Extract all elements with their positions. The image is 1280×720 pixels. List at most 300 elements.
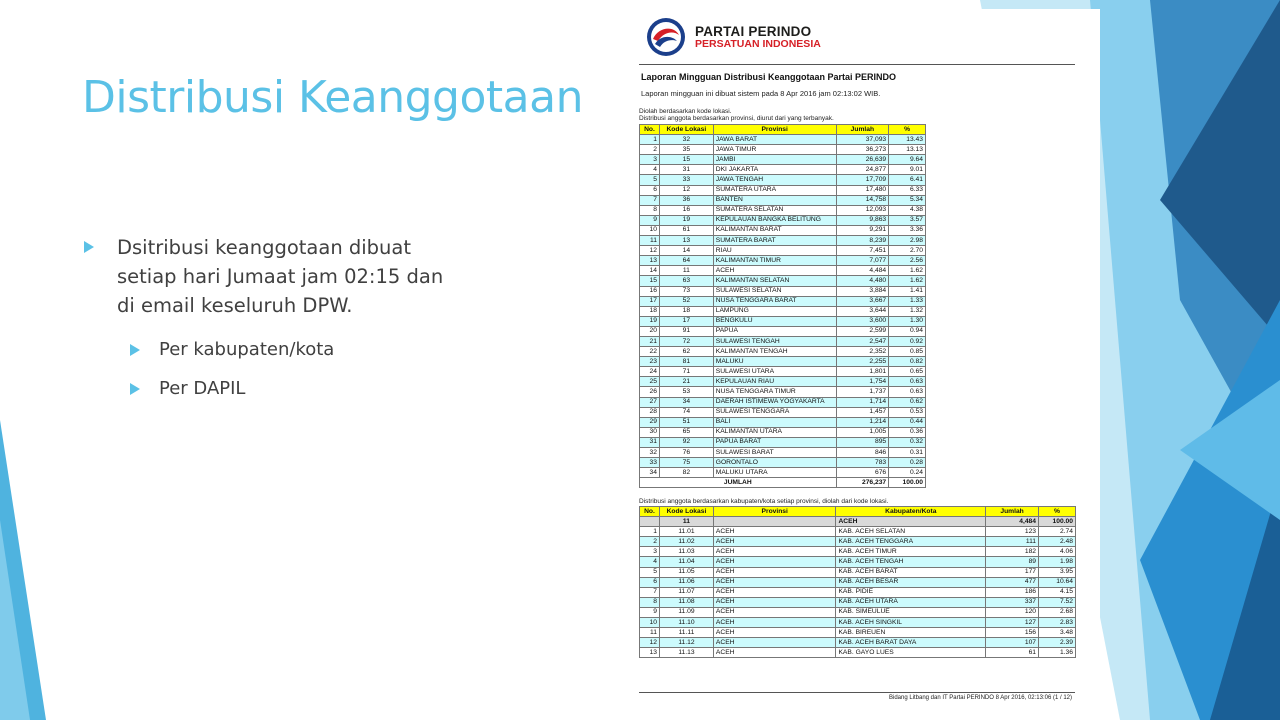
table-row bbox=[640, 618, 1076, 628]
perindo-logo-icon bbox=[646, 17, 686, 57]
table-cell: 8,239 bbox=[836, 236, 889, 246]
table-cell: 2.56 bbox=[889, 256, 926, 266]
bullet-list bbox=[82, 233, 462, 401]
table-cell: 2.48 bbox=[1039, 537, 1076, 547]
table-cell: ACEH bbox=[713, 618, 836, 628]
group-code: 11 bbox=[659, 517, 713, 527]
table-cell: 29 bbox=[640, 417, 660, 427]
table-cell: 0.94 bbox=[889, 326, 926, 336]
total-value: 276,237 bbox=[836, 478, 889, 488]
table-cell: 4,484 bbox=[836, 266, 889, 276]
note-kabupaten: Distribusi anggota berdasarkan kabupaten/kota setiap provinsi, diolah dari kode lokasi. bbox=[639, 498, 889, 505]
table-cell: 13 bbox=[640, 256, 660, 266]
table-row bbox=[640, 296, 926, 306]
table-cell: 0.62 bbox=[889, 397, 926, 407]
table-cell: 33 bbox=[659, 175, 713, 185]
table-cell: 1,457 bbox=[836, 407, 889, 417]
table-cell: 26 bbox=[640, 387, 660, 397]
footer-rule bbox=[639, 692, 1075, 693]
table-cell: ACEH bbox=[713, 527, 836, 537]
table-row bbox=[640, 256, 926, 266]
table-cell: NUSA TENGGARA BARAT bbox=[713, 296, 836, 306]
table-row bbox=[640, 537, 1076, 547]
table-cell: KAB. ACEH SINGKIL bbox=[836, 618, 986, 628]
table-cell: 24,877 bbox=[836, 165, 889, 175]
table-cell: 123 bbox=[986, 527, 1039, 537]
table-cell: 127 bbox=[986, 618, 1039, 628]
logo-subtitle: PERSATUAN INDONESIA bbox=[695, 38, 821, 50]
table-cell: 11.06 bbox=[659, 577, 713, 587]
table-row bbox=[640, 236, 926, 246]
table-cell: ACEH bbox=[713, 638, 836, 648]
group-name: ACEH bbox=[836, 517, 986, 527]
table-cell: BENGKULU bbox=[713, 316, 836, 326]
table-cell: ACEH bbox=[713, 537, 836, 547]
bullet-item-schedule bbox=[82, 233, 462, 320]
table-cell: 13 bbox=[659, 236, 713, 246]
table-cell: 11.05 bbox=[659, 567, 713, 577]
table-cell: KAB. ACEH TIMUR bbox=[836, 547, 986, 557]
table-row bbox=[640, 246, 926, 256]
table-row bbox=[640, 276, 926, 286]
table-cell: 9 bbox=[640, 215, 660, 225]
table-row bbox=[640, 225, 926, 235]
table-row bbox=[640, 387, 926, 397]
table-cell: 12 bbox=[640, 246, 660, 256]
table-cell: JAWA BARAT bbox=[713, 135, 836, 145]
table-cell: 2.68 bbox=[1039, 607, 1076, 617]
table-cell: 107 bbox=[986, 638, 1039, 648]
table-row bbox=[640, 527, 1076, 537]
table-cell: 33 bbox=[640, 458, 660, 468]
sub-bullet-dapil bbox=[124, 377, 462, 401]
table-cell: 10 bbox=[640, 225, 660, 235]
table-cell: 783 bbox=[836, 458, 889, 468]
table-cell: 1,214 bbox=[836, 417, 889, 427]
table-cell: 7 bbox=[640, 195, 660, 205]
table-cell: 36 bbox=[659, 195, 713, 205]
table-cell: BALI bbox=[713, 417, 836, 427]
report-subtitle: Laporan mingguan ini dibuat sistem pada 8 Apr 2016 jam 02:13:02 WIB. bbox=[641, 89, 881, 98]
column-header: Provinsi bbox=[713, 507, 836, 517]
table-cell: KALIMANTAN BARAT bbox=[713, 225, 836, 235]
table-cell: JAWA TENGAH bbox=[713, 175, 836, 185]
table-cell: 0.44 bbox=[889, 417, 926, 427]
table-cell: 4 bbox=[640, 165, 660, 175]
table-cell: 17,709 bbox=[836, 175, 889, 185]
table-cell: 3.48 bbox=[1039, 628, 1076, 638]
table-cell: NUSA TENGGARA TIMUR bbox=[713, 387, 836, 397]
table-cell: KALIMANTAN TENGAH bbox=[713, 347, 836, 357]
table-cell: 0.53 bbox=[889, 407, 926, 417]
table-cell: 11.13 bbox=[659, 648, 713, 658]
table-cell: 19 bbox=[640, 316, 660, 326]
table-row bbox=[640, 306, 926, 316]
table-cell: 14 bbox=[640, 266, 660, 276]
table-cell: 37,093 bbox=[836, 135, 889, 145]
table-cell: 2 bbox=[640, 537, 660, 547]
table-cell: 7,077 bbox=[836, 256, 889, 266]
logo-name: PARTAI PERINDO bbox=[695, 24, 812, 39]
table-cell: 1.36 bbox=[1039, 648, 1076, 658]
table-cell: SULAWESI UTARA bbox=[713, 367, 836, 377]
table-cell: JAWA TIMUR bbox=[713, 145, 836, 155]
table-row bbox=[640, 567, 1076, 577]
table-row bbox=[640, 175, 926, 185]
table-cell: ACEH bbox=[713, 567, 836, 577]
table-cell: 5 bbox=[640, 175, 660, 185]
table-cell: 2.74 bbox=[1039, 527, 1076, 537]
total-row bbox=[640, 478, 926, 488]
table-cell: KAB. ACEH TENGAH bbox=[836, 557, 986, 567]
table-cell: 82 bbox=[659, 468, 713, 478]
table-cell: 11.12 bbox=[659, 638, 713, 648]
table-cell: 4.38 bbox=[889, 205, 926, 215]
table-row bbox=[640, 347, 926, 357]
table-cell: 0.28 bbox=[889, 458, 926, 468]
table-cell: 34 bbox=[659, 397, 713, 407]
bullet-text: Dsitribusi keanggotaan dibuat setiap hari Jumaat jam 02:15 dan di email keseluruh DPW. bbox=[117, 236, 444, 317]
note-kode-lokasi: Diolah berdasarkan kode lokasi. bbox=[639, 108, 732, 115]
table-cell: SULAWESI TENGAH bbox=[713, 336, 836, 346]
table-cell: 89 bbox=[986, 557, 1039, 567]
table-cell: 0.85 bbox=[889, 347, 926, 357]
table-cell: 0.65 bbox=[889, 367, 926, 377]
table-row bbox=[640, 557, 1076, 567]
table-cell: 11.10 bbox=[659, 618, 713, 628]
table-cell: 16 bbox=[659, 205, 713, 215]
table-row bbox=[640, 448, 926, 458]
table-cell: 18 bbox=[640, 306, 660, 316]
table-cell: 14,758 bbox=[836, 195, 889, 205]
table-cell: PAPUA BARAT bbox=[713, 437, 836, 447]
table-cell: 21 bbox=[659, 377, 713, 387]
table-cell: 3.57 bbox=[889, 215, 926, 225]
table-cell: KAB. ACEH BESAR bbox=[836, 577, 986, 587]
column-header: Kode Lokasi bbox=[659, 507, 713, 517]
table-cell: 0.82 bbox=[889, 357, 926, 367]
table-cell: 2,599 bbox=[836, 326, 889, 336]
table-cell: 11 bbox=[640, 236, 660, 246]
table-cell: 1,714 bbox=[836, 397, 889, 407]
table-cell: SUMATERA UTARA bbox=[713, 185, 836, 195]
bullet-text: Per kabupaten/kota bbox=[159, 339, 335, 360]
provinsi-table bbox=[639, 124, 926, 488]
column-header: Kode Lokasi bbox=[659, 125, 713, 135]
table-cell: 0.63 bbox=[889, 377, 926, 387]
table-cell: 3.36 bbox=[889, 225, 926, 235]
table-cell: PAPUA bbox=[713, 326, 836, 336]
table-cell: 12 bbox=[659, 185, 713, 195]
table-cell: KAB. ACEH BARAT DAYA bbox=[836, 638, 986, 648]
table-row bbox=[640, 185, 926, 195]
table-cell: 74 bbox=[659, 407, 713, 417]
table-cell: 0.36 bbox=[889, 427, 926, 437]
table-row bbox=[640, 638, 1076, 648]
table-cell: 9 bbox=[640, 607, 660, 617]
table-cell: 16 bbox=[640, 286, 660, 296]
table-cell: KAB. SIMEULUE bbox=[836, 607, 986, 617]
table-cell: 177 bbox=[986, 567, 1039, 577]
table-cell: 10 bbox=[640, 618, 660, 628]
table-cell: 11.02 bbox=[659, 537, 713, 547]
table-cell: 2.83 bbox=[1039, 618, 1076, 628]
table-cell: 6 bbox=[640, 185, 660, 195]
table-cell: 1 bbox=[640, 135, 660, 145]
table-cell: 13.13 bbox=[889, 145, 926, 155]
table-cell: JAMBI bbox=[713, 155, 836, 165]
bullet-text: Per DAPIL bbox=[159, 378, 246, 399]
table-cell: 22 bbox=[640, 347, 660, 357]
table-row bbox=[640, 587, 1076, 597]
table-row bbox=[640, 597, 1076, 607]
table-cell: 895 bbox=[836, 437, 889, 447]
table-cell: 25 bbox=[640, 377, 660, 387]
table-cell: KAB. GAYO LUES bbox=[836, 648, 986, 658]
bullet-arrow-icon bbox=[84, 241, 94, 253]
table-cell: KEPULAUAN BANGKA BELITUNG bbox=[713, 215, 836, 225]
table-cell: 21 bbox=[640, 336, 660, 346]
table-cell: 92 bbox=[659, 437, 713, 447]
column-header: % bbox=[889, 125, 926, 135]
table-row bbox=[640, 326, 926, 336]
table-cell: 3,600 bbox=[836, 316, 889, 326]
table-cell: 10.64 bbox=[1039, 577, 1076, 587]
table-cell: KEPULAUAN RIAU bbox=[713, 377, 836, 387]
table-cell: 9.64 bbox=[889, 155, 926, 165]
table-row bbox=[640, 377, 926, 387]
table-cell: 4 bbox=[640, 557, 660, 567]
table-cell: 61 bbox=[986, 648, 1039, 658]
table-cell: 30 bbox=[640, 427, 660, 437]
table-cell: 13.43 bbox=[889, 135, 926, 145]
table-cell: KAB. PIDIE bbox=[836, 587, 986, 597]
table-cell: ACEH bbox=[713, 628, 836, 638]
table-cell: SUMATERA BARAT bbox=[713, 236, 836, 246]
table-cell: 81 bbox=[659, 357, 713, 367]
table-cell: 32 bbox=[659, 135, 713, 145]
table-cell: 15 bbox=[640, 276, 660, 286]
table-cell: 846 bbox=[836, 448, 889, 458]
table-row bbox=[640, 577, 1076, 587]
table-cell: 12 bbox=[640, 638, 660, 648]
table-cell: 120 bbox=[986, 607, 1039, 617]
table-row bbox=[640, 316, 926, 326]
column-header: No. bbox=[640, 125, 660, 135]
table-cell: 0.24 bbox=[889, 468, 926, 478]
table-cell: 6.41 bbox=[889, 175, 926, 185]
table-cell bbox=[713, 517, 836, 527]
table-row bbox=[640, 468, 926, 478]
table-cell: 7 bbox=[640, 587, 660, 597]
table-cell: 9,291 bbox=[836, 225, 889, 235]
report-document bbox=[614, 9, 1100, 720]
table-cell: 8 bbox=[640, 597, 660, 607]
table-cell: 182 bbox=[986, 547, 1039, 557]
sub-bullet-kabupaten bbox=[124, 338, 462, 362]
group-percent: 100.00 bbox=[1039, 517, 1076, 527]
table-cell: 4.15 bbox=[1039, 587, 1076, 597]
table-cell: 1.98 bbox=[1039, 557, 1076, 567]
column-header: Jumlah bbox=[836, 125, 889, 135]
table-cell: 6.33 bbox=[889, 185, 926, 195]
total-percent: 100.00 bbox=[889, 478, 926, 488]
table-cell: 28 bbox=[640, 407, 660, 417]
table-cell: 1,754 bbox=[836, 377, 889, 387]
table-row bbox=[640, 437, 926, 447]
table-cell: 9.01 bbox=[889, 165, 926, 175]
table-cell: 72 bbox=[659, 336, 713, 346]
table-cell: 26,639 bbox=[836, 155, 889, 165]
table-cell: 1 bbox=[640, 527, 660, 537]
table-row bbox=[640, 215, 926, 225]
table-cell: BANTEN bbox=[713, 195, 836, 205]
table-cell: KAB. BIREUEN bbox=[836, 628, 986, 638]
table-cell: 12,093 bbox=[836, 205, 889, 215]
table-cell: 11.07 bbox=[659, 587, 713, 597]
table-cell: RIAU bbox=[713, 246, 836, 256]
table-cell: 71 bbox=[659, 367, 713, 377]
table-cell: 73 bbox=[659, 286, 713, 296]
column-header: Jumlah bbox=[986, 507, 1039, 517]
table-cell: 76 bbox=[659, 448, 713, 458]
table-cell: LAMPUNG bbox=[713, 306, 836, 316]
table-cell: 8 bbox=[640, 205, 660, 215]
table-cell: 51 bbox=[659, 417, 713, 427]
table-cell: 2,352 bbox=[836, 347, 889, 357]
table-cell: 15 bbox=[659, 155, 713, 165]
table-row bbox=[640, 357, 926, 367]
table-cell: SULAWESI SELATAN bbox=[713, 286, 836, 296]
table-cell: 0.31 bbox=[889, 448, 926, 458]
table-cell: 1.30 bbox=[889, 316, 926, 326]
column-header: No. bbox=[640, 507, 660, 517]
table-cell: 20 bbox=[640, 326, 660, 336]
table-row bbox=[640, 648, 1076, 658]
table-cell: 337 bbox=[986, 597, 1039, 607]
table-row bbox=[640, 165, 926, 175]
table-cell: ACEH bbox=[713, 597, 836, 607]
table-row bbox=[640, 417, 926, 427]
table-cell: 0.32 bbox=[889, 437, 926, 447]
table-cell: ACEH bbox=[713, 587, 836, 597]
total-label: JUMLAH bbox=[640, 478, 837, 488]
table-cell: 11.09 bbox=[659, 607, 713, 617]
kabupaten-table bbox=[639, 506, 1076, 658]
table-cell: 477 bbox=[986, 577, 1039, 587]
table-cell: 14 bbox=[659, 246, 713, 256]
table-cell: 65 bbox=[659, 427, 713, 437]
bullet-arrow-icon bbox=[130, 383, 140, 395]
table-cell: ACEH bbox=[713, 266, 836, 276]
table-cell: 111 bbox=[986, 537, 1039, 547]
table-cell: KALIMANTAN SELATAN bbox=[713, 276, 836, 286]
table-cell: 186 bbox=[986, 587, 1039, 597]
table-cell: 11.01 bbox=[659, 527, 713, 537]
table-cell: 3,644 bbox=[836, 306, 889, 316]
table-cell: 1.32 bbox=[889, 306, 926, 316]
table-cell: MALUKU bbox=[713, 357, 836, 367]
table-cell: 63 bbox=[659, 276, 713, 286]
table-cell: 13 bbox=[640, 648, 660, 658]
table-cell: 11.08 bbox=[659, 597, 713, 607]
table-cell: 11.04 bbox=[659, 557, 713, 567]
slide-title: Distribusi Keanggotaan bbox=[82, 72, 583, 123]
table-row bbox=[640, 336, 926, 346]
table-cell: DKI JAKARTA bbox=[713, 165, 836, 175]
table-cell: 1,005 bbox=[836, 427, 889, 437]
column-header: % bbox=[1039, 507, 1076, 517]
table-row bbox=[640, 397, 926, 407]
table-cell: 1.41 bbox=[889, 286, 926, 296]
table-cell: DAERAH ISTIMEWA YOGYAKARTA bbox=[713, 397, 836, 407]
table-cell: 7.52 bbox=[1039, 597, 1076, 607]
table-cell: ACEH bbox=[713, 607, 836, 617]
table-row bbox=[640, 407, 926, 417]
table-cell: KAB. ACEH BARAT bbox=[836, 567, 986, 577]
table-cell: 156 bbox=[986, 628, 1039, 638]
table-cell: 0.63 bbox=[889, 387, 926, 397]
table-row bbox=[640, 145, 926, 155]
table-row bbox=[640, 607, 1076, 617]
table-cell: 2,547 bbox=[836, 336, 889, 346]
table-cell: 7,451 bbox=[836, 246, 889, 256]
table-row bbox=[640, 195, 926, 205]
table-row bbox=[640, 367, 926, 377]
table-row bbox=[640, 135, 926, 145]
table-cell: 3.95 bbox=[1039, 567, 1076, 577]
table-cell: 5 bbox=[640, 567, 660, 577]
table-row bbox=[640, 547, 1076, 557]
bullet-arrow-icon bbox=[130, 344, 140, 356]
table-cell: 11.03 bbox=[659, 547, 713, 557]
table-cell: 75 bbox=[659, 458, 713, 468]
table-cell: 1.62 bbox=[889, 276, 926, 286]
table-row bbox=[640, 155, 926, 165]
table-cell: SULAWESI BARAT bbox=[713, 448, 836, 458]
table-cell: KAB. ACEH SELATAN bbox=[836, 527, 986, 537]
table-cell: 27 bbox=[640, 397, 660, 407]
table-cell: 31 bbox=[640, 437, 660, 447]
table-cell: 62 bbox=[659, 347, 713, 357]
table-cell: GORONTALO bbox=[713, 458, 836, 468]
table-row bbox=[640, 458, 926, 468]
table-cell: 19 bbox=[659, 215, 713, 225]
table-row bbox=[640, 286, 926, 296]
table-cell: 3 bbox=[640, 547, 660, 557]
table-cell: 61 bbox=[659, 225, 713, 235]
table-cell: 1.33 bbox=[889, 296, 926, 306]
table-cell: 24 bbox=[640, 367, 660, 377]
table-cell: ACEH bbox=[713, 577, 836, 587]
table-cell: 17,480 bbox=[836, 185, 889, 195]
table-cell: SULAWESI TENGGARA bbox=[713, 407, 836, 417]
table-cell: 53 bbox=[659, 387, 713, 397]
table-cell: ACEH bbox=[713, 547, 836, 557]
group-value: 4,484 bbox=[986, 517, 1039, 527]
province-group-row bbox=[640, 517, 1076, 527]
table-cell: 4.06 bbox=[1039, 547, 1076, 557]
table-cell: 11 bbox=[640, 628, 660, 638]
table-cell: KALIMANTAN TIMUR bbox=[713, 256, 836, 266]
column-header: Kabupaten/Kota bbox=[836, 507, 986, 517]
table-cell: 0.92 bbox=[889, 336, 926, 346]
table-row bbox=[640, 266, 926, 276]
table-cell: 17 bbox=[640, 296, 660, 306]
table-cell: ACEH bbox=[713, 557, 836, 567]
table-cell: 1.62 bbox=[889, 266, 926, 276]
table-cell: KAB. ACEH UTARA bbox=[836, 597, 986, 607]
